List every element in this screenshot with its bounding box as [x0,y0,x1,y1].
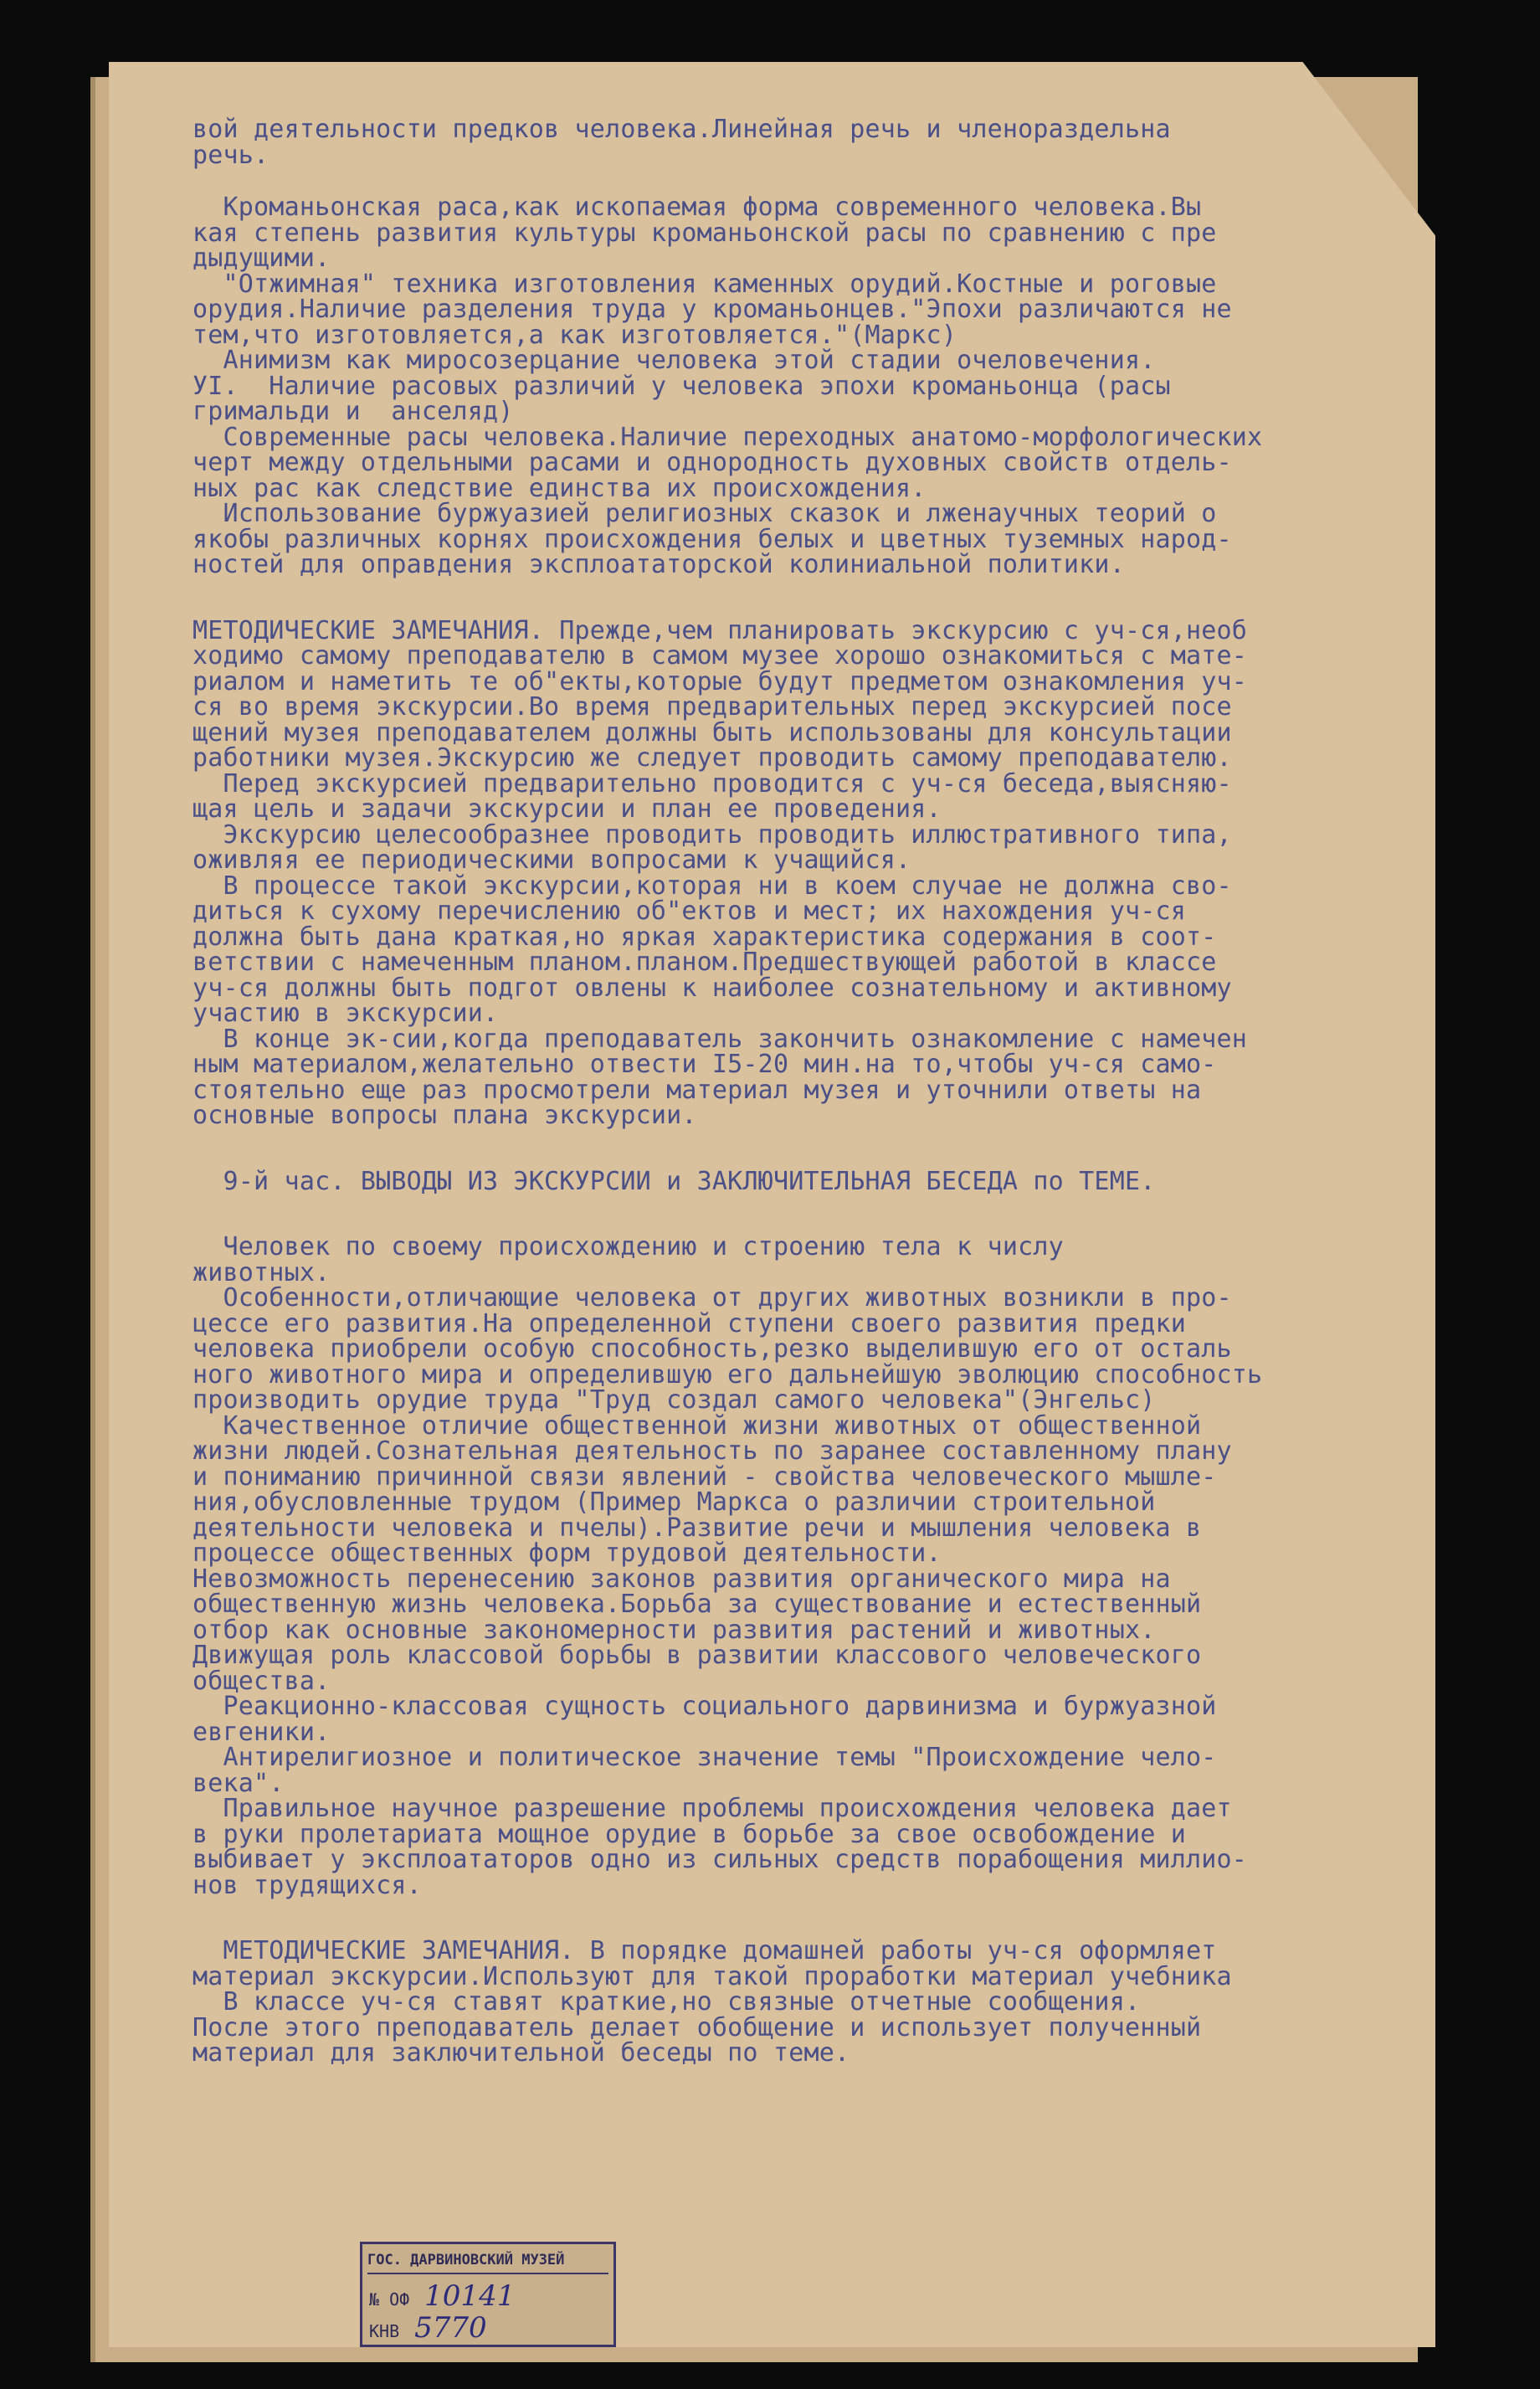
text-line: В процессе такой экскурсии,которая ни в коем случае не должна сво- [192,871,1232,901]
text-line: Кроманьонская раса,как ископаемая форма современного человека.Вы [192,193,1202,222]
text-line: оживляя ее периодическими вопросами к учащийся. [192,845,911,875]
text-line: ностей для оправдения эксплоататорской колиниальной политики. [192,550,1125,579]
text-line: жизни людей.Сознательная деятельность по заранее составленному плану [192,1436,1232,1466]
text-line: ся во время экскурсии.Во время предварительных перед экскурсией посе [192,692,1232,722]
text-line: кая степень развития культуры кроманьонской расы по сравнению с пре [192,218,1217,248]
text-line: отбор как основные закономерности развития растений и животных. [192,1615,1156,1645]
text-line: Особенности,отличающие человека от других животных возникли в про- [192,1283,1232,1313]
stamp-handwritten-number: 10141 [424,2279,516,2313]
text-line: Экскурсию целесообразнее проводить проводить иллюстративного типа, [192,819,1232,850]
text-line: процессе общественных форм трудовой деятельности. [192,1539,942,1568]
text-line: выбивает у эксплоататоров одно из сильных средств порабощения миллио- [192,1845,1248,1874]
text-line: Невозможность перенесению законов развития органического мира на [192,1564,1171,1594]
text-line: щений музея преподавателем должны быть использованы для консультации [192,717,1232,748]
text-line: В конце эк-сии,когда преподаватель закончить ознакомление с намечен [192,1024,1248,1054]
text-line: якобы различных корнях происхождения белых и цветных туземных народ- [192,524,1232,554]
text-line: речь. [192,140,270,170]
text-line: Современные расы человека.Наличие переходных анатомо-морфологических [192,422,1263,452]
text-line: нов трудящихся. [192,1870,422,1900]
text-line: и пониманию причинной связи явлений - свойства человеческого мышле- [192,1462,1217,1492]
text-line: диться к сухому перечислению об"ектов и мест; их нахождения уч-ся [192,897,1186,926]
text-line: общественную жизнь человека.Борьба за существование и естественный [192,1590,1202,1619]
text-line: Движущая роль классовой борьбы в развитии классового человеческого [192,1641,1202,1670]
text-line: Анимизм как миросозерцание человека этой стадии очеловечения. [192,346,1156,375]
text-line: тем,что изготовляется,а как изготовляется."(Маркс) [192,320,957,350]
text-line: гримальди и анселяд) [192,397,514,426]
text-line: После этого преподаватель делает обобщение и использует полученный [192,2012,1202,2042]
text-line: Правильное научное разрешение проблемы происхождения человека дает [192,1794,1232,1823]
text-line: Антирелигиозное и политическое значение темы "Происхождение чело- [192,1743,1217,1772]
text-line: орудия.Наличие разделения труда у кроманьонцев."Эпохи различаются не [192,295,1232,324]
stamp-row-number [369,2279,515,2313]
text-line: человека приобрели особую способность,резко выделившую его от осталь [192,1334,1232,1364]
typed-text [192,117,1473,2067]
text-line: МЕТОДИЧЕСКИЕ ЗАМЕЧАНИЯ. Прежде,чем планировать экскурсию с уч-ся,необ [192,615,1248,645]
stamp-label: КНВ [369,2321,400,2341]
text-line: Качественное отличие общественной жизни животных от общественной [192,1410,1202,1441]
text-line: вой деятельности предков человека.Линейная речь и членораздельна [192,115,1171,144]
text-line: дыдущими. [192,244,331,273]
text-line: деятельности человека и пчелы).Развитие речи и мышления человека в [192,1513,1202,1543]
text-line: щая цель и задачи экскурсии и план ее проведения. [192,794,942,824]
stamp-row-inventory [369,2311,487,2345]
text-line: ходимо самому преподавателю в самом музее хорошо ознакомиться с мате- [192,641,1248,670]
text-line: участию в экскурсии. [192,999,499,1028]
text-line: уч-ся должны быть подгот овлены к наиболее сознательному и активному [192,973,1232,1003]
text-line: Перед экскурсией предварительно проводится с уч-ся беседа,выясняю- [192,768,1232,799]
text-line: ным материалом,желательно отвести I5-20 мин.на то,чтобы уч-ся само- [192,1050,1217,1079]
text-line: материал для заключительной беседы по теме. [192,2038,850,2068]
text-line: основные вопросы плана экскурсии. [192,1101,697,1130]
text-line: УI. Наличие расовых различий у человека эпохи кроманьонца (расы [192,371,1171,401]
stamp-label: № ОФ [369,2289,410,2309]
text-line: В классе уч-ся ставят краткие,но связные отчетные сообщения. [192,1987,1141,2017]
text-line: в руки пролетариата мощное орудие в борьбе за свое освобождение и [192,1819,1186,1849]
section-heading: 9-й час. ВЫВОДЫ ИЗ ЭКСКУРСИИ и ЗАКЛЮЧИТЕЛЬНАЯ БЕСЕДА по ТЕМЕ. [192,1166,1156,1196]
text-line: Использование буржуазией религиозных сказок и лженаучных теорий о [192,499,1217,528]
text-line: материал экскурсии.Используют для такой проработки материал учебника [192,1961,1232,1991]
text-line: ния,обусловленные трудом (Пример Маркса о различии строительной [192,1487,1156,1517]
text-line: ветствии с намеченным планом.планом.Предшествующей работой в классе [192,948,1217,977]
text-line: цессе его развития.На определенной ступени своего развития предки [192,1308,1186,1338]
text-line: риалом и наметить те об"екты,которые будут предметом ознакомления уч- [192,666,1248,696]
text-line: евгеники. [192,1717,331,1747]
text-line: работники музея.Экскурсию же следует проводить самому преподавателю. [192,743,1232,773]
text-line: ного животного мира и определившую его дальнейшую эволюцию способность [192,1359,1263,1390]
text-line: производить орудие труда "Труд создал самого человека"(Энгельс) [192,1385,1156,1415]
text-line: Человек по своему происхождению и строению тела к числу [192,1232,1064,1261]
text-line: общества. [192,1666,331,1696]
text-line: "Отжимная" техника изготовления каменных орудий.Костные и роговые [192,269,1217,299]
text-line: МЕТОДИЧЕСКИЕ ЗАМЕЧАНИЯ. В порядке домашней работы уч-ся оформляет [192,1936,1217,1965]
text-line: ных рас как следствие единства их происхождения. [192,473,927,503]
text-line: животных. [192,1257,331,1287]
text-line: черт между отдельными расами и однородность духовных свойств отдель- [192,448,1232,477]
text-line: должна быть дана краткая,но яркая характеристика содержания в соот- [192,922,1217,952]
text-line: стоятельно еще раз просмотрели материал музея и уточнили ответы на [192,1075,1202,1105]
stamp-handwritten-inventory: 5770 [414,2311,487,2345]
text-line: Реакционно-классовая сущность социального дарвинизма и буржуазной [192,1692,1217,1721]
text-line: века". [192,1768,285,1798]
museum-stamp [360,2242,616,2347]
stamp-header: ГОС. ДАРВИНОВСКИЙ МУЗЕЙ [367,2248,608,2274]
